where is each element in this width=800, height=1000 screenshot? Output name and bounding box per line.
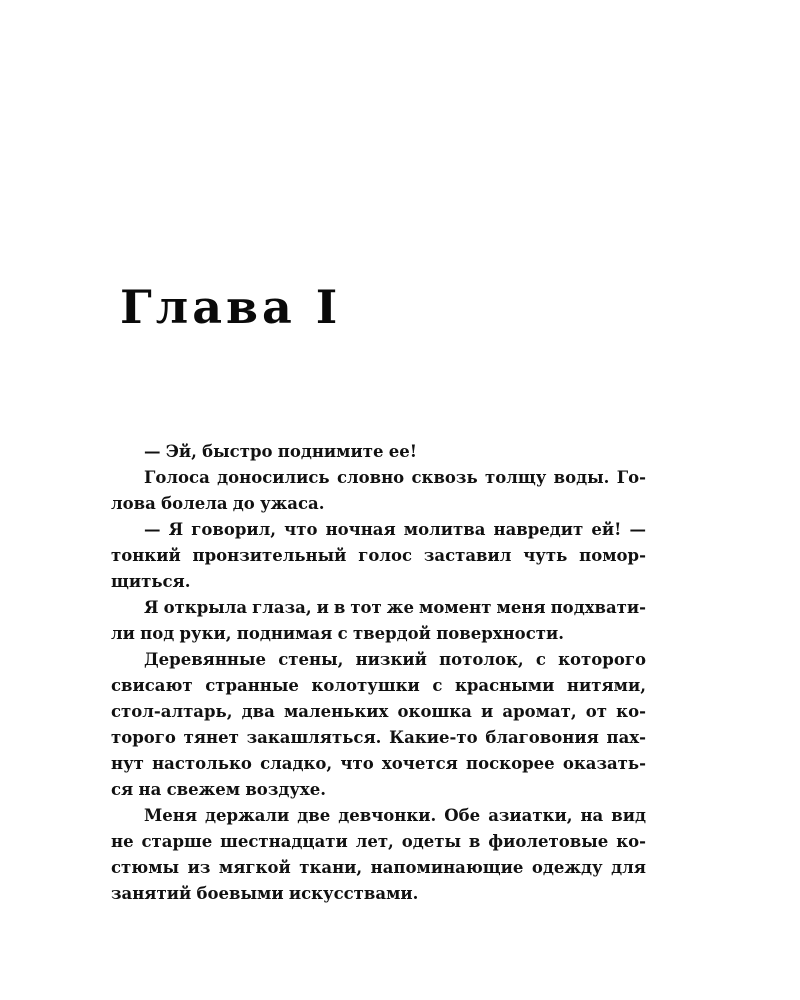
paragraph-line: ли под руки, поднимая с твердой поверхности. <box>111 624 564 643</box>
paragraph-line: — Я говорил, что ночная молитва навредит ей! — <box>144 520 646 539</box>
paragraph-line: стол-алтарь, два маленьких окошка и аромат, от ко- <box>111 702 646 721</box>
paragraph-line: Деревянные стены, низкий потолок, с которого <box>144 650 646 669</box>
paragraph-line: стюмы из мягкой ткани, напоминающие одежду для <box>111 858 646 877</box>
paragraph-line: торого тянет закашляться. Какие-то благовония пах- <box>111 728 646 747</box>
paragraph-line: Меня держали две девчонки. Обе азиатки, на вид <box>144 806 646 825</box>
paragraph-line: не старше шестнадцати лет, одеты в фиолетовые ко- <box>111 832 646 851</box>
paragraph-line: щиться. <box>111 572 191 591</box>
paragraph-line: ся на свежем воздухе. <box>111 780 326 799</box>
paragraph-line: — Эй, быстро поднимите ее! <box>144 442 417 461</box>
chapter-title: Глава I <box>120 280 342 334</box>
paragraph-line: Я открыла глаза, и в тот же момент меня подхвати- <box>144 598 646 617</box>
paragraph-line: лова болела до ужаса. <box>111 494 325 513</box>
paragraph-line: занятий боевыми искусствами. <box>111 884 419 903</box>
chapter-body-text <box>111 439 646 907</box>
paragraph-line: нут настолько сладко, что хочется поскорее оказать- <box>111 754 646 773</box>
paragraph-line: Голоса доносились словно сквозь толщу воды. Го- <box>144 468 646 487</box>
paragraph-line: тонкий пронзительный голос заставил чуть помор- <box>111 546 646 565</box>
paragraph-line: свисают странные колотушки с красными нитями, <box>111 676 646 695</box>
